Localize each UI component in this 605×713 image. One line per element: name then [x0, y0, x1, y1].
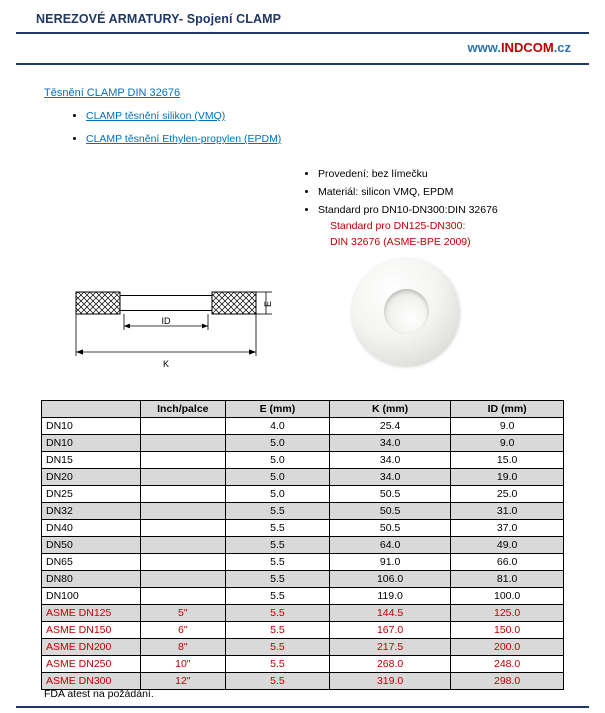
cell-k: 217.5: [329, 639, 450, 656]
cell-id: 66.0: [451, 554, 564, 571]
spec-standard-asme-line1: Standard pro DN125-DN300:: [330, 220, 466, 232]
specification-list: [300, 166, 598, 252]
cell-size: DN40: [42, 520, 141, 537]
cell-e: 5.0: [226, 486, 330, 503]
cell-e: 5.0: [226, 435, 330, 452]
cell-e: 5.5: [226, 622, 330, 639]
cell-k: 34.0: [329, 469, 450, 486]
header-size: [42, 401, 141, 418]
table-row: [42, 520, 564, 537]
table-row: [42, 418, 564, 435]
table-row: [42, 452, 564, 469]
cell-k: 64.0: [329, 537, 450, 554]
cell-inch: [140, 520, 225, 537]
cell-e: 5.5: [226, 588, 330, 605]
cell-id: 298.0: [451, 673, 564, 690]
list-item[interactable]: [86, 133, 281, 146]
table-row: [42, 656, 564, 673]
cell-size: ASME DN125: [42, 605, 141, 622]
header-inch: Inch/palce: [140, 401, 225, 418]
cell-inch: [140, 486, 225, 503]
table-row: [42, 588, 564, 605]
cell-id: 49.0: [451, 537, 564, 554]
cell-inch: 5": [140, 605, 225, 622]
cell-inch: [140, 418, 225, 435]
cell-id: 37.0: [451, 520, 564, 537]
header-divider-bottom: [16, 63, 589, 65]
table-body: [42, 418, 564, 690]
website-link[interactable]: [467, 40, 571, 55]
footer-note: FDA atest na požádání.: [44, 688, 154, 700]
cell-size: ASME DN250: [42, 656, 141, 673]
cell-k: 34.0: [329, 435, 450, 452]
cell-e: 5.5: [226, 554, 330, 571]
table-row: [42, 503, 564, 520]
cell-k: 319.0: [329, 673, 450, 690]
cell-inch: [140, 554, 225, 571]
cell-k: 268.0: [329, 656, 450, 673]
table-row: [42, 486, 564, 503]
cell-e: 5.0: [226, 452, 330, 469]
website-suffix: .cz: [553, 40, 571, 55]
cell-id: 31.0: [451, 503, 564, 520]
cell-id: 15.0: [451, 452, 564, 469]
cell-inch: 12": [140, 673, 225, 690]
table-header-row: [42, 401, 564, 418]
cell-e: 5.5: [226, 639, 330, 656]
dimension-label-id: ID: [161, 316, 171, 326]
cell-e: 5.5: [226, 605, 330, 622]
website-brand: INDCOM: [500, 40, 554, 55]
cell-id: 150.0: [451, 622, 564, 639]
cell-id: 9.0: [451, 435, 564, 452]
cell-e: 5.5: [226, 571, 330, 588]
cell-k: 50.5: [329, 503, 450, 520]
gasket-technical-drawing: [60, 268, 290, 373]
dimensions-table: [41, 400, 564, 690]
table-row: [42, 554, 564, 571]
cell-e: 4.0: [226, 418, 330, 435]
cell-e: 5.5: [226, 520, 330, 537]
cell-inch: [140, 503, 225, 520]
header-k: K (mm): [329, 401, 450, 418]
page-title: NEREZOVÉ ARMATURY- Spojení CLAMP: [36, 12, 282, 26]
spec-standard: [318, 202, 598, 250]
cell-inch: [140, 452, 225, 469]
cell-size: DN15: [42, 452, 141, 469]
website-prefix: www.: [467, 40, 501, 55]
spec-standard-asme-line2: DIN 32676 (ASME-BPE 2009): [330, 236, 471, 248]
dimension-label-e: E: [263, 300, 273, 307]
cell-id: 19.0: [451, 469, 564, 486]
cell-k: 25.4: [329, 418, 450, 435]
cell-size: DN10: [42, 418, 141, 435]
product-link-list: [68, 110, 281, 156]
cell-size: DN50: [42, 537, 141, 554]
cell-id: 125.0: [451, 605, 564, 622]
cell-e: 5.5: [226, 656, 330, 673]
table-row: [42, 639, 564, 656]
table-row: [42, 571, 564, 588]
cell-id: 248.0: [451, 656, 564, 673]
table-row: [42, 673, 564, 690]
spec-design: • Provedení: bez límečku: [318, 166, 598, 182]
cell-k: 106.0: [329, 571, 450, 588]
cell-size: DN25: [42, 486, 141, 503]
cell-k: 50.5: [329, 486, 450, 503]
cell-id: 25.0: [451, 486, 564, 503]
cell-size: DN100: [42, 588, 141, 605]
cell-id: 100.0: [451, 588, 564, 605]
cell-k: 144.5: [329, 605, 450, 622]
cell-size: ASME DN150: [42, 622, 141, 639]
cell-k: 34.0: [329, 452, 450, 469]
table-row: [42, 435, 564, 452]
cell-e: 5.5: [226, 503, 330, 520]
cell-inch: [140, 537, 225, 554]
cell-inch: 6": [140, 622, 225, 639]
header-divider-top: [16, 32, 589, 34]
cell-e: 5.5: [226, 537, 330, 554]
header-id: ID (mm): [451, 401, 564, 418]
cell-k: 50.5: [329, 520, 450, 537]
spec-material: • Materiál: silicon VMQ, EPDM: [318, 184, 598, 200]
cell-size: DN10: [42, 435, 141, 452]
cell-inch: 8": [140, 639, 225, 656]
gasket-inner-bore: [384, 289, 429, 334]
footer-divider: [16, 706, 589, 708]
header-e: E (mm): [226, 401, 330, 418]
cell-k: 167.0: [329, 622, 450, 639]
gasket-photo: [352, 258, 464, 370]
cell-size: DN65: [42, 554, 141, 571]
cell-size: DN80: [42, 571, 141, 588]
table-row: [42, 605, 564, 622]
cell-size: ASME DN200: [42, 639, 141, 656]
cell-size: DN32: [42, 503, 141, 520]
cell-e: 5.0: [226, 469, 330, 486]
dimension-label-k: K: [162, 359, 170, 369]
cell-size: ASME DN300: [42, 673, 141, 690]
cell-id: 81.0: [451, 571, 564, 588]
drawing-svg: [60, 268, 290, 373]
spec-standard-text: Standard pro DN10-DN300:DIN 32676: [318, 204, 498, 216]
cell-inch: 10": [140, 656, 225, 673]
cell-inch: [140, 435, 225, 452]
cell-size: DN20: [42, 469, 141, 486]
table-row: [42, 469, 564, 486]
cell-id: 200.0: [451, 639, 564, 656]
cell-inch: [140, 588, 225, 605]
cell-k: 91.0: [329, 554, 450, 571]
table-row: [42, 537, 564, 554]
product-link-epdm[interactable]: CLAMP těsnění Ethylen-propylen (EPDM): [86, 133, 282, 145]
cell-id: 9.0: [451, 418, 564, 435]
cell-e: 5.5: [226, 673, 330, 690]
list-item[interactable]: [86, 110, 281, 123]
cell-inch: [140, 469, 225, 486]
cell-inch: [140, 571, 225, 588]
table-row: [42, 622, 564, 639]
section-title: Těsnění CLAMP DIN 32676: [44, 87, 181, 99]
product-link-silicone[interactable]: CLAMP těsnění silikon (VMQ): [86, 110, 226, 122]
cell-k: 119.0: [329, 588, 450, 605]
